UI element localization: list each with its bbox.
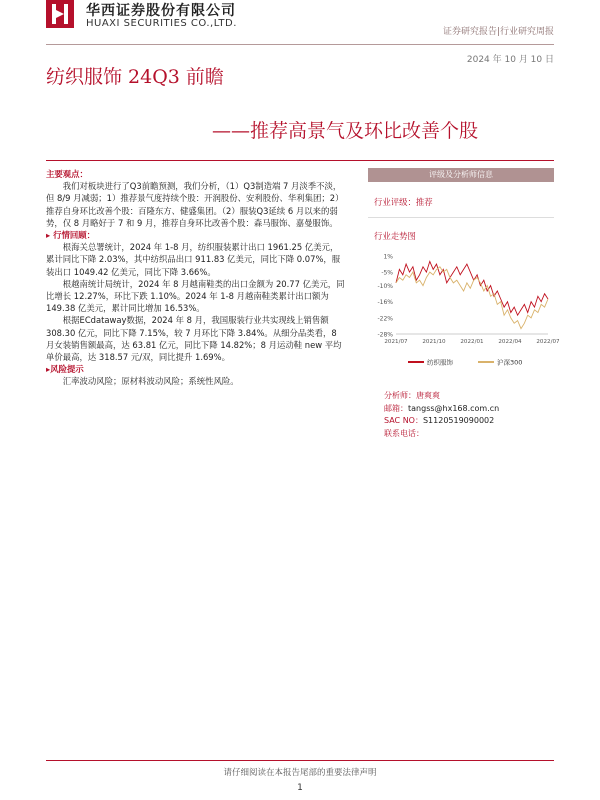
sac-value: S1120519090002 <box>422 416 495 425</box>
page-number: 1 <box>297 783 303 793</box>
x-tick-label: 2022/04 <box>498 339 522 345</box>
review-paragraph-3: 根据ECdataway数据，2024 年 8 月，我国服装行业共实现线上销售额 308.30 亿元，同比下降 7.15%，较 7 月环比下降 3.84%。从细分品类看，8 月女装销售额最高，达 63.81 亿元，同比下降 14.82%；8 月运动鞋 new 平均单价最高，达 318.57 元/双，同比提升 1.69%。 <box>46 315 342 363</box>
legal-notice: 请仔细阅读在本报告尾部的重要法律声明 <box>223 768 377 778</box>
risk-paragraph: 汇率波动风险；原材料波动风险；系统性风险。 <box>62 376 239 387</box>
analyst-info <box>368 390 554 440</box>
report-type: 证券研究报告|行业研究周报 <box>442 27 554 37</box>
analyst-name: 唐爽爽 <box>416 391 440 400</box>
sac-label: SAC NO： <box>384 416 423 425</box>
legend-label: 沪深300 <box>497 358 523 367</box>
main-content <box>46 168 346 388</box>
title-divider <box>46 160 554 161</box>
y-tick-label: -22% <box>377 315 393 323</box>
email-value: tangss@hx168.com.cn <box>408 403 500 413</box>
sac-row <box>384 415 554 428</box>
y-tick-label: -5% <box>381 269 393 277</box>
y-tick-label: -16% <box>377 299 393 307</box>
review-paragraph-2: 根越南统计局统计，2024 年 8 月越南鞋类的出口金额为 20.77 亿美元，同比增长 12.27%，环比下跌 1.10%。2024 年 1-8 月越南鞋类累计出口额为 149.38 亿美元，累计同比增加 16.53%。 <box>46 278 345 314</box>
bullet-icon: ▸ <box>46 364 51 375</box>
analyst-row <box>384 390 554 403</box>
side-panel <box>368 168 560 440</box>
company-name-en: HUAXI SECURITIES CO.,LTD. <box>86 18 237 29</box>
bullet-icon: ▸ <box>46 230 54 241</box>
report-date: 2024 年 10 月 10 日 <box>466 55 554 65</box>
x-tick-label: 2022/01 <box>460 339 484 345</box>
summary-paragraph: 我们对板块进行了Q3前瞻预测，我们分析，（1）Q3制造端 7 月淡季不淡，但 8/9 月减弱；1）推荐景气度持续个股：开润股份、安利股份、华利集团；2）推荐自身环比改善个股：百隆东方、健盛集团。（2）服装Q3延续 6 月以来的弱势，仅 8 月略好于 7 和 9 月，推荐自身环比改善个股：森马服饰、嘉曼服饰。 <box>46 181 344 228</box>
report-title: 纺织服饰 24Q3 前瞻 <box>46 66 224 88</box>
trend-chart <box>368 250 560 380</box>
review-paragraph-1: 根海关总署统计，2024 年 1-8 月，纺织服装累计出口 1961.25 亿美元，累计同比下降 2.03%，其中纺织品出口 911.83 亿美元，同比下降 0.07%，服装出口 1049.42 亿美元，同比下降 3.66%。 <box>46 242 341 277</box>
x-tick-label: 2021/07 <box>384 339 408 345</box>
phone-label: 联系电话： <box>384 428 424 438</box>
y-tick-label: -10% <box>377 283 393 291</box>
risk-heading <box>46 363 346 375</box>
footer-divider <box>46 760 554 761</box>
analyst-label: 分析师： <box>384 391 416 400</box>
y-tick-label: 1% <box>383 253 393 261</box>
legend-label: 纺织服饰 <box>427 358 453 367</box>
rating-divider <box>368 217 554 218</box>
x-tick-label: 2021/10 <box>422 339 446 345</box>
header-divider <box>46 44 554 45</box>
phone-row <box>384 428 554 441</box>
review-heading <box>46 229 346 241</box>
rating-row <box>368 196 554 208</box>
info-panel-heading: 评级及分析师信息 <box>368 168 554 182</box>
rating-value: 推荐 <box>415 197 433 207</box>
trend-chart-svg <box>368 250 560 376</box>
rating-label: 行业评级： <box>374 197 416 207</box>
series-line-1 <box>396 261 548 315</box>
email-label: 邮箱： <box>384 403 408 413</box>
y-tick-label: -28% <box>377 331 393 339</box>
email-row <box>384 403 554 416</box>
summary-heading: 主要观点： <box>46 169 88 179</box>
report-subtitle: ——推荐高景气及环比改善个股 <box>212 120 479 142</box>
company-logo-icon <box>46 0 74 28</box>
risk-heading-label: 风险提示 <box>50 364 84 375</box>
x-tick-label: 2022/07 <box>536 339 560 345</box>
company-name-cn: 华西证券股份有限公司 <box>86 3 236 19</box>
trend-chart-title: 行业走势图 <box>374 231 416 241</box>
review-heading-label: 行情回顾： <box>53 230 95 241</box>
